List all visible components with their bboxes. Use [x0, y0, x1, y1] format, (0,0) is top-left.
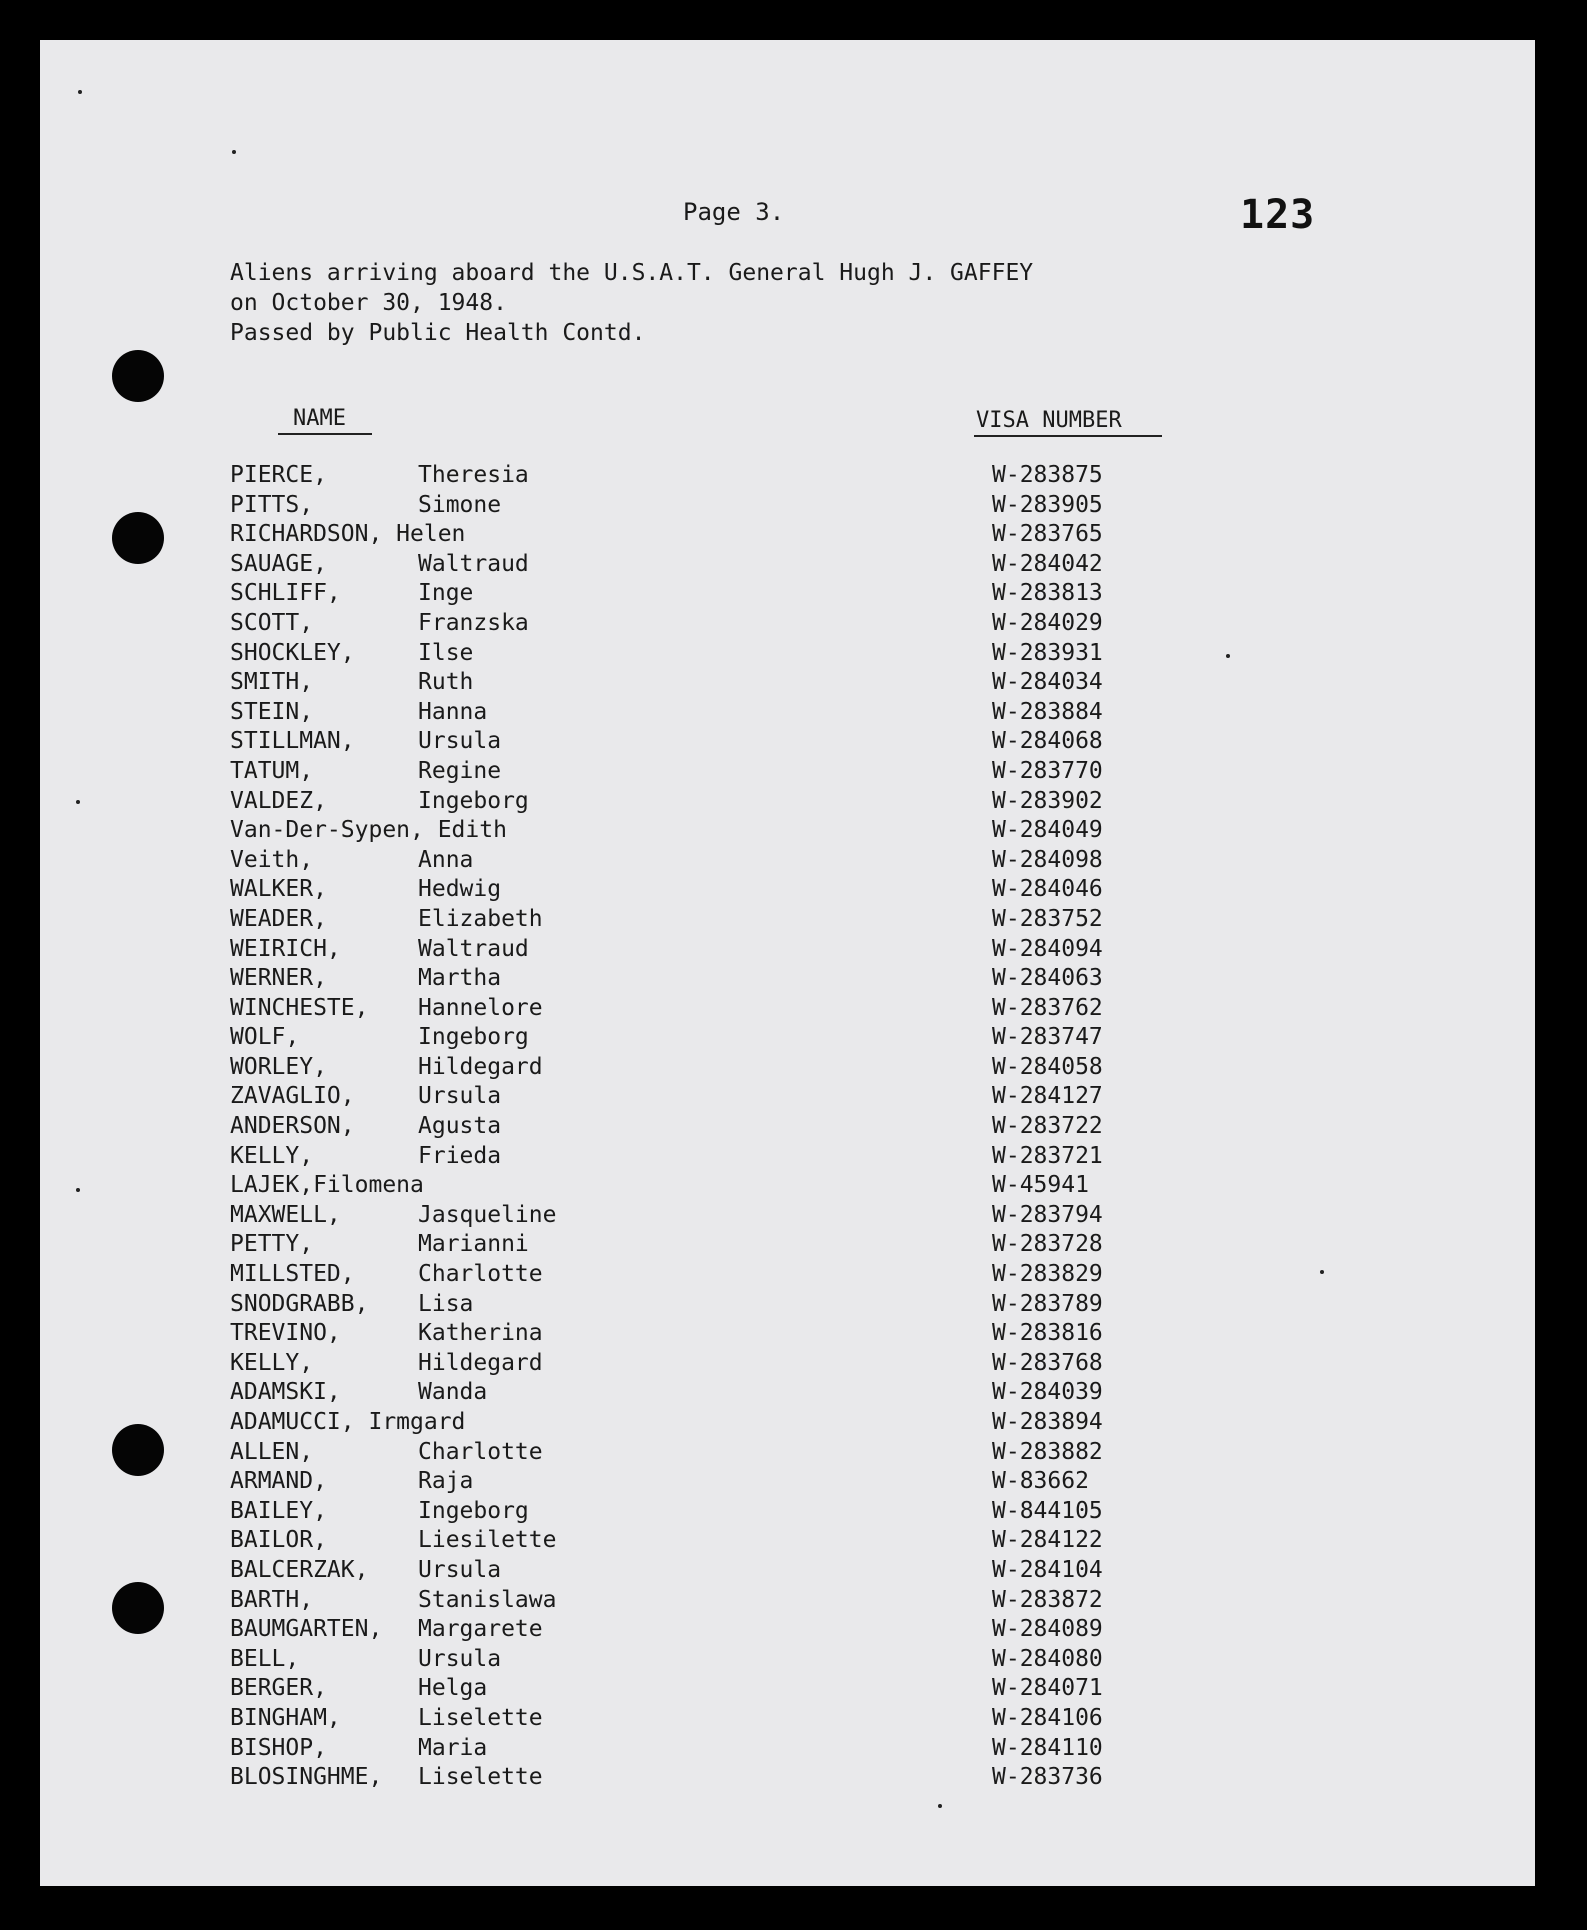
- list-item: [230, 1675, 1230, 1705]
- visa-number: W-283829: [992, 1261, 1103, 1288]
- list-item: [230, 1202, 1230, 1232]
- visa-number: W-283768: [992, 1349, 1103, 1376]
- visa-number: W-844105: [992, 1497, 1103, 1524]
- given-name: Ingeborg: [418, 787, 529, 814]
- given-name: Charlotte: [418, 1261, 543, 1288]
- visa-number: W-284029: [992, 609, 1103, 636]
- surname: ZAVAGLIO,: [230, 1083, 355, 1110]
- list-item: [230, 1143, 1230, 1173]
- surname: KELLY,: [230, 1142, 314, 1169]
- surname: WOLF,: [230, 1024, 300, 1051]
- visa-number: W-283770: [992, 757, 1103, 784]
- name-column-underline: [278, 433, 372, 435]
- given-name: Inge: [418, 580, 474, 607]
- list-item: [230, 817, 1230, 847]
- surname: SCOTT,: [230, 609, 314, 636]
- list-item: [230, 1320, 1230, 1350]
- given-name: Katherina: [418, 1320, 543, 1347]
- speck: [76, 800, 80, 804]
- visa-number: W-283747: [992, 1024, 1103, 1051]
- visa-column-label: VISA NUMBER: [976, 408, 1122, 433]
- punch-hole: [112, 512, 164, 564]
- list-item: [230, 462, 1230, 492]
- speck: [1320, 1270, 1324, 1274]
- surname: SMITH,: [230, 669, 314, 696]
- list-item: [230, 1083, 1230, 1113]
- visa-number: W-283762: [992, 994, 1103, 1021]
- surname: WEADER,: [230, 905, 327, 932]
- given-name: Hanna: [418, 698, 488, 725]
- given-name: Helga: [418, 1675, 488, 1702]
- visa-number: W-284110: [992, 1734, 1103, 1761]
- given-name: Ingeborg: [418, 1024, 529, 1051]
- visa-number: W-283894: [992, 1409, 1103, 1435]
- surname: LAJEK,Filomena: [230, 1172, 424, 1199]
- surname: WINCHESTE,: [230, 994, 369, 1021]
- given-name: Wanda: [418, 1379, 488, 1406]
- given-name: Agusta: [418, 1113, 502, 1140]
- list-item: [230, 640, 1230, 670]
- list-item: [230, 1409, 1230, 1439]
- given-name: Ilse: [418, 639, 474, 666]
- visa-number: W-283931: [992, 639, 1103, 666]
- list-item: [230, 995, 1230, 1025]
- surname: SNODGRABB,: [230, 1290, 369, 1317]
- visa-number: W-45941: [992, 1172, 1089, 1199]
- alien-list: [230, 462, 1230, 1794]
- list-item: [230, 1172, 1230, 1202]
- header-line: Passed by Public Health Contd.: [230, 320, 646, 346]
- surname: MILLSTED,: [230, 1261, 355, 1288]
- list-item: [230, 1261, 1230, 1291]
- visa-number: W-283875: [992, 462, 1103, 488]
- list-item: [230, 580, 1230, 610]
- given-name: Hildegard: [418, 1053, 543, 1080]
- list-item: [230, 758, 1230, 788]
- visa-number: W-284071: [992, 1675, 1103, 1702]
- page-label: Page 3.: [683, 198, 785, 226]
- surname: STEIN,: [230, 698, 314, 725]
- list-item: [230, 1498, 1230, 1528]
- list-item: [230, 1291, 1230, 1321]
- surname: BAUMGARTEN,: [230, 1616, 383, 1643]
- list-item: [230, 728, 1230, 758]
- header-line: Aliens arriving aboard the U.S.A.T. General Hugh J. GAFFEY: [230, 260, 1034, 286]
- surname: STILLMAN,: [230, 728, 355, 755]
- surname: PETTY,: [230, 1231, 314, 1258]
- surname: BELL,: [230, 1645, 300, 1672]
- list-item: [230, 1468, 1230, 1498]
- given-name: Charlotte: [418, 1438, 543, 1465]
- surname: PITTS,: [230, 491, 314, 518]
- list-item: [230, 1557, 1230, 1587]
- given-name: Anna: [418, 846, 474, 873]
- surname: MAXWELL,: [230, 1201, 341, 1228]
- surname: SCHLIFF,: [230, 580, 341, 607]
- visa-number: W-284039: [992, 1379, 1103, 1406]
- surname: KELLY,: [230, 1349, 314, 1376]
- speck: [78, 90, 82, 94]
- surname: BAILEY,: [230, 1497, 327, 1524]
- list-item: [230, 965, 1230, 995]
- visa-number: W-283789: [992, 1290, 1103, 1317]
- visa-number: W-283722: [992, 1113, 1103, 1140]
- visa-number: W-284049: [992, 817, 1103, 844]
- given-name: Waltraud: [418, 550, 529, 577]
- speck: [76, 1188, 80, 1192]
- speck: [232, 150, 236, 154]
- given-name: Stanislawa: [418, 1586, 557, 1613]
- surname: ADAMUCCI, Irmgard: [230, 1409, 466, 1435]
- list-item: [230, 788, 1230, 818]
- visa-number: W-284104: [992, 1556, 1103, 1583]
- list-item: [230, 1646, 1230, 1676]
- visa-number: W-284122: [992, 1527, 1103, 1554]
- given-name: Liselette: [418, 1764, 543, 1791]
- given-name: Ingeborg: [418, 1497, 529, 1524]
- punch-hole: [112, 1424, 164, 1476]
- given-name: Margarete: [418, 1616, 543, 1643]
- surname: WORLEY,: [230, 1053, 327, 1080]
- visa-number: W-283721: [992, 1142, 1103, 1169]
- list-item: [230, 936, 1230, 966]
- list-item: [230, 610, 1230, 640]
- given-name: Franzska: [418, 609, 529, 636]
- list-item: [230, 1587, 1230, 1617]
- list-item: [230, 669, 1230, 699]
- surname: ADAMSKI,: [230, 1379, 341, 1406]
- given-name: Hannelore: [418, 994, 543, 1021]
- surname: TATUM,: [230, 757, 314, 784]
- surname: WALKER,: [230, 876, 327, 903]
- visa-number: W-284042: [992, 550, 1103, 577]
- list-item: [230, 1024, 1230, 1054]
- visa-number: W-283905: [992, 491, 1103, 518]
- given-name: Hildegard: [418, 1349, 543, 1376]
- punch-hole: [112, 1582, 164, 1634]
- surname: ARMAND,: [230, 1468, 327, 1495]
- given-name: Simone: [418, 491, 502, 518]
- name-column-header: [293, 406, 346, 434]
- given-name: Ursula: [418, 1645, 502, 1672]
- given-name: Elizabeth: [418, 905, 543, 932]
- folio-number: 123: [1240, 192, 1316, 238]
- surname: SHOCKLEY,: [230, 639, 355, 666]
- surname: PIERCE,: [230, 462, 327, 488]
- given-name: Frieda: [418, 1142, 502, 1169]
- surname: Van-Der-Sypen, Edith: [230, 817, 507, 844]
- list-item: [230, 551, 1230, 581]
- visa-number: W-284058: [992, 1053, 1103, 1080]
- visa-number: W-284063: [992, 965, 1103, 992]
- given-name: Marianni: [418, 1231, 529, 1258]
- list-item: [230, 876, 1230, 906]
- surname: SAUAGE,: [230, 550, 327, 577]
- name-column-label: NAME: [293, 406, 346, 431]
- surname: WEIRICH,: [230, 935, 341, 962]
- speck: [938, 1804, 942, 1808]
- list-item: [230, 1705, 1230, 1735]
- visa-number: W-283765: [992, 521, 1103, 548]
- visa-number: W-283728: [992, 1231, 1103, 1258]
- visa-number: W-283813: [992, 580, 1103, 607]
- given-name: Ursula: [418, 1083, 502, 1110]
- visa-number: W-283816: [992, 1320, 1103, 1347]
- given-name: Jasqueline: [418, 1201, 557, 1228]
- visa-number: W-83662: [992, 1468, 1089, 1495]
- given-name: Ursula: [418, 1556, 502, 1583]
- visa-number: W-284089: [992, 1616, 1103, 1643]
- given-name: Ruth: [418, 669, 474, 696]
- visa-column-header: [976, 408, 1122, 436]
- given-name: Waltraud: [418, 935, 529, 962]
- surname: BINGHAM,: [230, 1704, 341, 1731]
- given-name: Theresia: [418, 462, 529, 488]
- visa-number: W-283736: [992, 1764, 1103, 1791]
- surname: ALLEN,: [230, 1438, 314, 1465]
- given-name: Lisa: [418, 1290, 474, 1317]
- visa-number: W-284034: [992, 669, 1103, 696]
- given-name: Martha: [418, 965, 502, 992]
- header-line: on October 30, 1948.: [230, 290, 507, 316]
- visa-number: W-284127: [992, 1083, 1103, 1110]
- surname: BALCERZAK,: [230, 1556, 369, 1583]
- list-item: [230, 699, 1230, 729]
- list-item: [230, 1350, 1230, 1380]
- list-item: [230, 1764, 1230, 1794]
- visa-number: W-283794: [992, 1201, 1103, 1228]
- surname: BLOSINGHME,: [230, 1764, 383, 1791]
- surname: VALDEZ,: [230, 787, 327, 814]
- given-name: Maria: [418, 1734, 488, 1761]
- list-item: [230, 1527, 1230, 1557]
- list-item: [230, 1054, 1230, 1084]
- list-item: [230, 1379, 1230, 1409]
- list-item: [230, 1616, 1230, 1646]
- given-name: Ursula: [418, 728, 502, 755]
- list-item: [230, 521, 1230, 551]
- given-name: Hedwig: [418, 876, 502, 903]
- punch-hole: [112, 350, 164, 402]
- visa-number: W-284106: [992, 1704, 1103, 1731]
- visa-number: W-283872: [992, 1586, 1103, 1613]
- visa-number: W-284068: [992, 728, 1103, 755]
- given-name: Liselette: [418, 1704, 543, 1731]
- surname: BARTH,: [230, 1586, 314, 1613]
- surname: BERGER,: [230, 1675, 327, 1702]
- visa-number: W-284046: [992, 876, 1103, 903]
- surname: BISHOP,: [230, 1734, 327, 1761]
- surname: Veith,: [230, 846, 314, 873]
- surname: RICHARDSON, Helen: [230, 521, 466, 548]
- visa-number: W-283882: [992, 1438, 1103, 1465]
- list-item: [230, 1113, 1230, 1143]
- visa-number: W-284094: [992, 935, 1103, 962]
- surname: WERNER,: [230, 965, 327, 992]
- given-name: Liesilette: [418, 1527, 557, 1554]
- visa-number: W-284080: [992, 1645, 1103, 1672]
- surname: ANDERSON,: [230, 1113, 355, 1140]
- visa-number: W-284098: [992, 846, 1103, 873]
- list-item: [230, 492, 1230, 522]
- visa-number: W-283902: [992, 787, 1103, 814]
- list-item: [230, 1231, 1230, 1261]
- list-item: [230, 847, 1230, 877]
- document-header: [230, 258, 1033, 348]
- given-name: Raja: [418, 1468, 474, 1495]
- list-item: [230, 1439, 1230, 1469]
- visa-column-underline: [974, 435, 1162, 437]
- surname: BAILOR,: [230, 1527, 327, 1554]
- list-item: [230, 906, 1230, 936]
- visa-number: W-283752: [992, 905, 1103, 932]
- given-name: Regine: [418, 757, 502, 784]
- surname: TREVINO,: [230, 1320, 341, 1347]
- list-item: [230, 1735, 1230, 1765]
- visa-number: W-283884: [992, 698, 1103, 725]
